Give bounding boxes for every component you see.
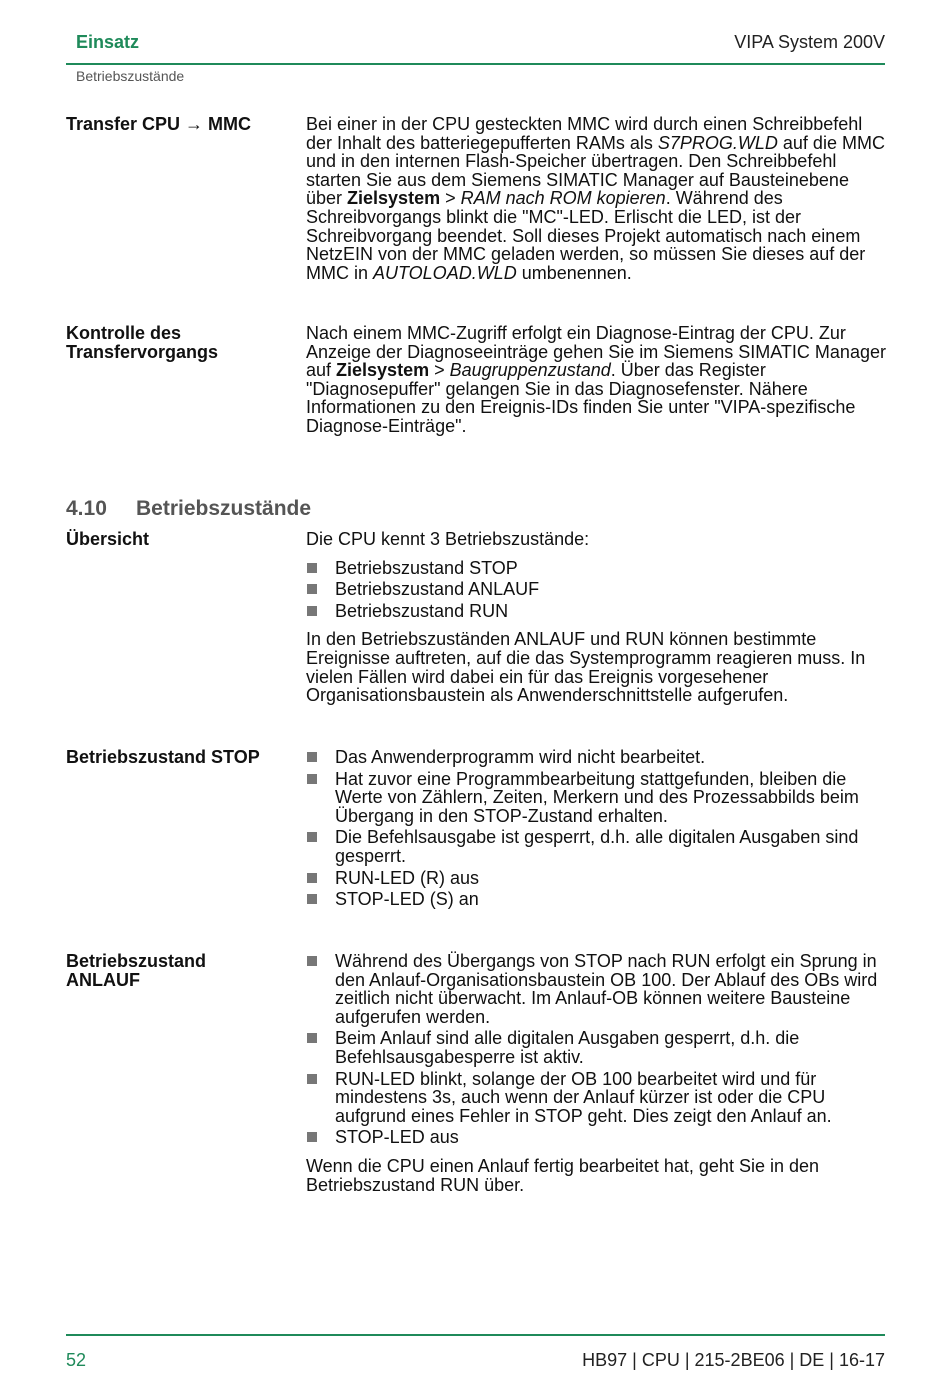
file-name: AUTOLOAD.WLD [373,262,517,283]
bullet-list [306,952,886,1147]
section-label-kontrolle: Kontrolle des Transfervorgangs [66,323,219,362]
list-item: Die Befehlsausgabe ist gesperrt, d.h. alle digitalen Ausgaben sind gesperrt. [306,828,886,865]
system-title: VIPA System 200V [734,32,885,52]
list-item: RUN-LED (R) aus [306,869,886,888]
menu-term: RAM nach ROM kopieren [460,188,666,209]
heading-number: 4.10 [66,497,107,520]
chapter-title: Einsatz [76,32,140,52]
section-body-transfer [306,115,886,282]
text: > [429,360,450,381]
list-item: Hat zuvor eine Programmbearbeitung stattgefunden, bleiben die Werte von Zählern, Zeiten, Merkern und des Prozessabbilds beim Übergang in den STOP-Zustand erhalten. [306,770,886,826]
list-item: Das Anwenderprogramm wird nicht bearbeitet. [306,748,886,767]
heading-title: Betriebszustände [136,497,312,520]
list-item: Betriebszustand ANLAUF [306,580,886,599]
list-item: STOP-LED aus [306,1128,886,1147]
outro-text: In den Betriebszuständen ANLAUF und RUN können bestimmte Ereignisse auftreten, auf die das Systemprogramm reagieren muss. In vielen Fällen wird dabei ein für das Ereignis vorgesehener Organisationsbaustein als Anwenderschnittstelle aufgerufen. [306,629,866,706]
page-header [66,32,885,64]
section-body-stop [306,748,886,909]
text: . Über das Register "Diagnosepuffer" gelangen Sie in das Diagnosefenster. Nähere Informationen zu den Ereignis-IDs finden Sie unter "VIPA-spezifische Diagnose-Einträge". [306,360,856,436]
list-item: RUN-LED blinkt, solange der OB 100 bearbeitet wird und für mindestens 3s, auch wenn der Anlauf kürzer ist oder die CPU aufgrund eines Fehler in STOP geht. Dies zeigt den Anlauf an. [306,1070,886,1126]
menu-term: Baugruppenzustand [449,360,611,381]
section-body-anlauf [306,952,886,1194]
list-item: Betriebszustand STOP [306,559,886,578]
text: auf die MMC und in den internen Flash-Speicher übertragen. Den Schreibbefehl starten Sie aus dem Siemens SIMATIC Manager auf Bausteinebene über [306,132,885,209]
menu-term: Zielsystem [347,188,441,209]
menu-term: Zielsystem [336,360,430,381]
sub-heading: Betriebszustände [76,68,185,84]
list-item: Betriebszustand RUN [306,602,886,621]
section-body-kontrolle [306,324,886,436]
page-number: 52 [66,1350,87,1370]
text: Nach einem MMC-Zugriff erfolgt ein Diagnose-Eintrag der CPU. Zur Anzeige der Diagnoseeinträge gehen Sie im Siemens SIMATIC Manager auf [306,323,886,381]
list-item: Während des Übergangs von STOP nach RUN erfolgt ein Sprung in den Anlauf-Organisationsbaustein OB 100. Der Ablauf des OBs wird zeitlich nicht überwacht. Im Anlauf-OB können weitere Bausteine aufgerufen werden. [306,952,886,1026]
section-body-uebersicht [306,530,886,705]
bullet-list [306,748,886,909]
footer-rule [66,1334,885,1336]
text: . Während des Schreibvorgangs blinkt die "MC"-LED. Erlischt die LED, ist der Schreibvorgang beendet. Soll dieses Projekt automatisch nach einem NetzEIN von der MMC geladen werden, so müssen Sie dieses auf der MMC in [306,188,866,283]
document-id: HB97 | CPU | 215-2BE06 | DE | 16-17 [582,1350,885,1370]
file-name: S7PROG.WLD [657,132,778,153]
section-label-transfer: Transfer CPU → MMC [66,114,252,134]
intro-text: Die CPU kennt 3 Betriebszustände: [306,529,590,549]
section-label-stop: Betriebszustand STOP [66,747,260,767]
text: umbenennen. [516,262,632,283]
bullet-list [306,559,886,621]
text: Bei einer in der CPU gesteckten MMC wird durch einen Schreibbefehl der Inhalt des batteriegepufferten RAMs als [306,114,863,153]
section-label-uebersicht: Übersicht [66,529,150,549]
outro-text: Wenn die CPU einen Anlauf fertig bearbeitet hat, geht Sie in den Betriebszustand RUN über. [306,1155,820,1195]
header-rule [66,63,885,65]
text: > [440,188,461,209]
list-item: Beim Anlauf sind alle digitalen Ausgaben gesperrt, d.h. die Befehlsausgabesperre ist aktiv. [306,1029,886,1066]
section-heading [66,497,311,521]
section-label-anlauf: Betriebszustand ANLAUF [66,951,207,990]
list-item: STOP-LED (S) an [306,890,886,909]
